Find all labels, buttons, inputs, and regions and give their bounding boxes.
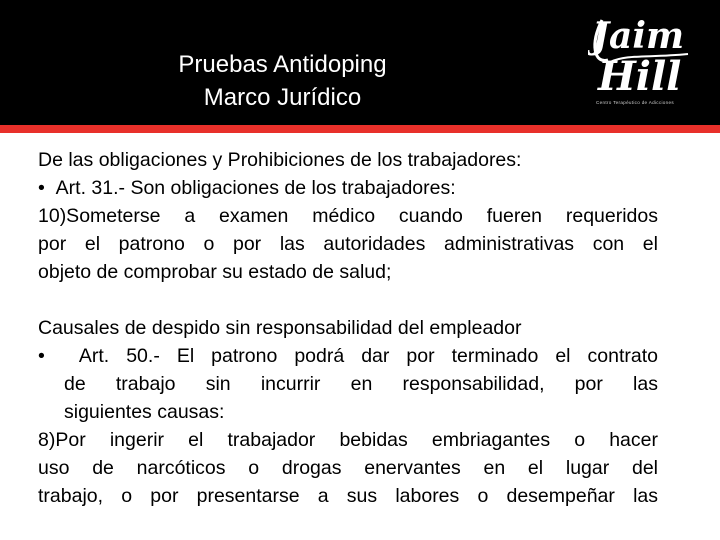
- section2-article-line-1: Art. 50.- El patrono podrá dar por terminado el contrato: [78, 345, 658, 367]
- section1-item-line-2: por el patrono o por las autoridades administrativas con el: [38, 233, 658, 255]
- section1-item-line-3: objeto de comprobar su estado de salud;: [38, 261, 392, 283]
- section2-item-line-2: uso de narcóticos o drogas enervantes en el lugar del: [38, 457, 658, 479]
- logo-signature-icon: [588, 14, 708, 100]
- logo-text-bottom: Hill: [598, 53, 682, 100]
- title-line-1: Pruebas Antidoping: [178, 51, 387, 78]
- section2-heading: Causales de despido sin responsabilidad del empleador: [38, 317, 522, 339]
- section1-item-line-1: 10)Someterse a examen médico cuando fueren requeridos: [38, 205, 658, 227]
- accent-bar: [0, 125, 720, 133]
- section-spacer: [38, 286, 658, 314]
- section2-article-line-2: de trabajo sin incurrir en responsabilidad, por las: [64, 373, 658, 395]
- bullet-icon: •: [38, 177, 45, 199]
- section1-bullet-item: [38, 174, 658, 202]
- title-line-2: Marco Jurídico: [203, 84, 362, 111]
- section2-item-line-1: 8)Por ingerir el trabajador bebidas embriagantes o hacer: [38, 429, 658, 451]
- logo-tagline: Centro Terapéutico de Adicciones: [596, 100, 674, 105]
- slide-header: [0, 0, 720, 125]
- section2-item-line-3: trabajo, o por presentarse a sus labores o desempeñar las: [38, 485, 658, 507]
- bullet-icon: •: [38, 345, 45, 367]
- section2-bullet-item: [38, 342, 658, 370]
- section1-article: Art. 31.- Son obligaciones de los trabajadores:: [55, 177, 456, 199]
- slide-body: [38, 146, 658, 510]
- section2-article-line-3: siguientes causas:: [64, 401, 225, 423]
- jaim-hill-logo: [588, 14, 708, 110]
- section1-heading: De las obligaciones y Prohibiciones de los trabajadores:: [38, 149, 522, 171]
- logo-text-top: Jaim: [592, 15, 685, 57]
- slide-title: [95, 48, 470, 114]
